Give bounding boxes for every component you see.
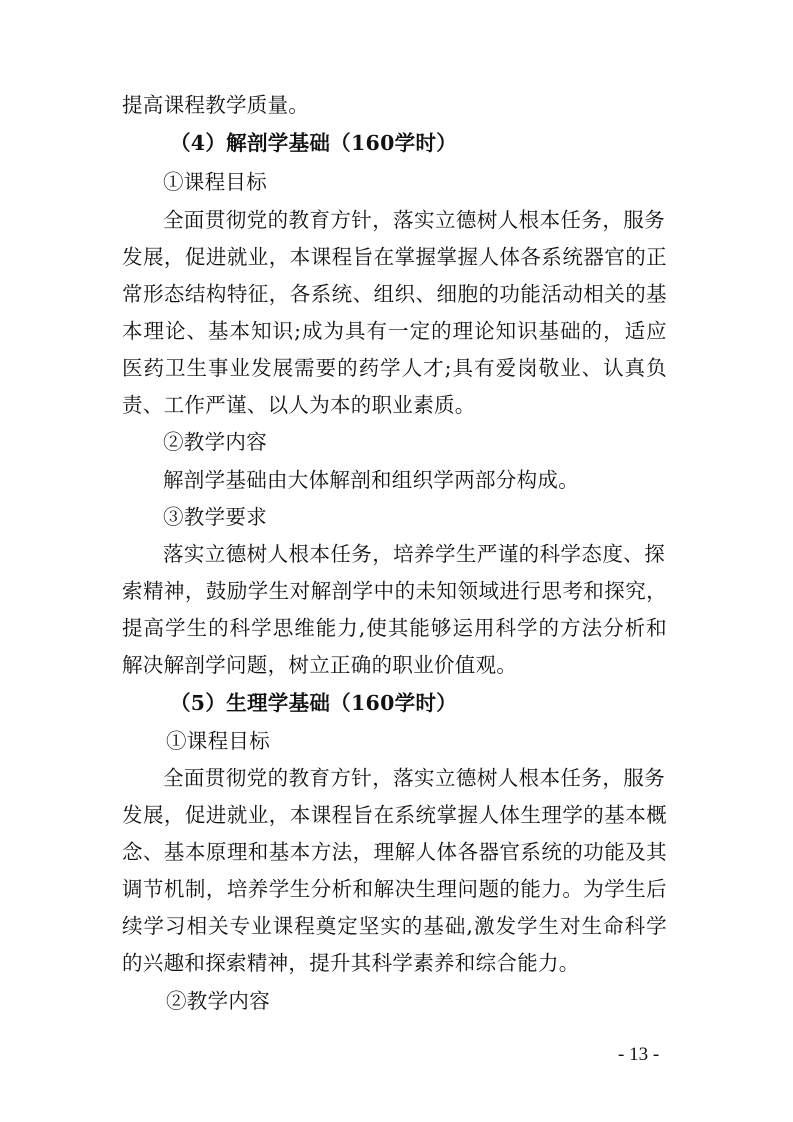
- section-4-req-line-1: 落实立德树人根本任务，培养学生严谨的科学态度、探: [163, 542, 665, 566]
- section-5-goal-line-4: 调节机制，培养学生分析和解决生理问题的能力。为学生后: [122, 877, 667, 901]
- section-4-goal-line-6: 责、工作严谨、以人为本的职业素质。: [122, 393, 476, 417]
- section-4-content-label: ②教学内容: [163, 430, 267, 454]
- section-5-goal-line-6: 的兴趣和探索精神，提升其科学素养和综合能力。: [122, 951, 580, 975]
- section-4-goal-line-5: 医药卫生事业发展需要的药学人才;具有爱岗敬业、认真负: [122, 356, 667, 380]
- section-4-goal-line-3: 常形态结构特征，各系统、组织、细胞的功能活动相关的基: [122, 282, 667, 306]
- section-5-goal-line-2: 发展，促进就业，本课程旨在系统掌握人体生理学的基本概: [122, 803, 667, 827]
- section-4-goal-line-1: 全面贯彻党的教育方针，落实立德树人根本任务，服务: [163, 208, 665, 232]
- section-5-goal-label: ①课程目标: [166, 729, 270, 753]
- section-4-goal-label: ①课程目标: [163, 170, 267, 194]
- section-4-req-line-4: 解决解剖学问题，树立正确的职业价值观。: [122, 653, 518, 677]
- section-4-heading: （4）解剖学基础（160学时）: [170, 131, 458, 155]
- section-5-heading: （5）生理学基础（160学时）: [170, 691, 458, 715]
- section-5-goal-line-5: 续学习相关专业课程奠定坚实的基础,激发学生对生命科学: [122, 914, 667, 938]
- intro-tail-text: 提高课程教学质量。: [122, 93, 310, 117]
- section-5-goal-line-3: 念、基本原理和基本方法，理解人体各器官系统的功能及其: [122, 840, 667, 864]
- section-4-req-line-3: 提高学生的科学思维能力,使其能够运用科学的方法分析和: [122, 616, 667, 640]
- section-4-req-line-2: 索精神，鼓励学生对解剖学中的未知领域进行思考和探究，: [122, 579, 667, 603]
- page-number: - 13 -: [618, 1044, 660, 1065]
- section-4-goal-line-2: 发展，促进就业，本课程旨在掌握掌握人体各系统器官的正: [122, 245, 667, 269]
- section-4-req-label: ③教学要求: [163, 505, 267, 529]
- section-4-goal-line-4: 本理论、基本知识;成为具有一定的理论知识基础的，适应: [122, 319, 667, 343]
- section-5-content-label: ②教学内容: [166, 989, 270, 1013]
- section-4-content-line-1: 解剖学基础由大体解剖和组织学两部分构成。: [163, 468, 579, 492]
- section-5-goal-line-1: 全面贯彻党的教育方针，落实立德树人根本任务，服务: [163, 766, 665, 790]
